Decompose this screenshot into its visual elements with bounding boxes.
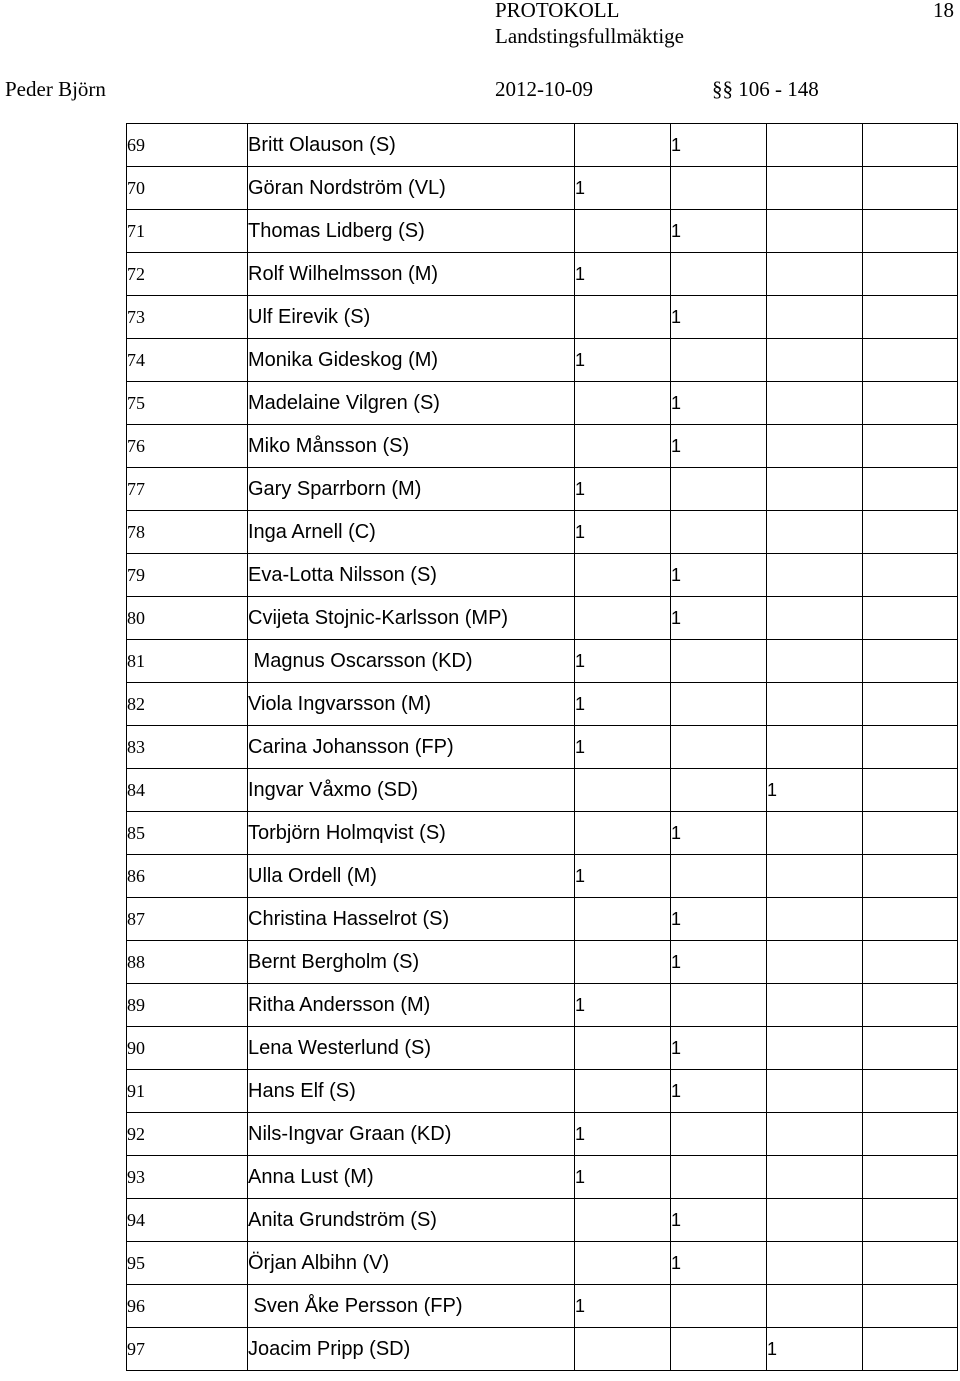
empty-cell xyxy=(863,1027,958,1070)
vote-cell: 1 xyxy=(575,984,671,1027)
vote-cell xyxy=(575,1070,671,1113)
vote-cell: 1 xyxy=(671,941,767,984)
member-number: 89 xyxy=(127,984,248,1027)
member-number: 84 xyxy=(127,769,248,812)
table-row xyxy=(127,683,958,726)
vote-cell: 1 xyxy=(671,554,767,597)
vote-cell xyxy=(575,382,671,425)
vote-cell: 1 xyxy=(575,726,671,769)
member-number: 75 xyxy=(127,382,248,425)
vote-cell: 1 xyxy=(671,812,767,855)
member-number: 70 xyxy=(127,167,248,210)
empty-cell xyxy=(863,1242,958,1285)
member-number: 72 xyxy=(127,253,248,296)
table-row xyxy=(127,769,958,812)
table-row xyxy=(127,1285,958,1328)
vote-cell: 1 xyxy=(671,425,767,468)
empty-cell xyxy=(863,554,958,597)
vote-cell: 1 xyxy=(767,769,863,812)
vote-cell xyxy=(671,1285,767,1328)
vote-cell xyxy=(767,296,863,339)
member-name: Ulf Eirevik (S) xyxy=(248,296,575,339)
vote-cell: 1 xyxy=(671,1199,767,1242)
vote-cell xyxy=(767,339,863,382)
member-number: 81 xyxy=(127,640,248,683)
vote-cell xyxy=(767,812,863,855)
vote-cell xyxy=(671,769,767,812)
table-row xyxy=(127,167,958,210)
table-row xyxy=(127,511,958,554)
vote-table-body xyxy=(127,124,958,1371)
table-row xyxy=(127,984,958,1027)
member-number: 96 xyxy=(127,1285,248,1328)
empty-cell xyxy=(863,296,958,339)
vote-cell xyxy=(671,683,767,726)
vote-cell xyxy=(767,941,863,984)
member-name: Örjan Albihn (V) xyxy=(248,1242,575,1285)
table-row xyxy=(127,1156,958,1199)
vote-cell: 1 xyxy=(671,124,767,167)
vote-cell: 1 xyxy=(671,382,767,425)
table-row xyxy=(127,253,958,296)
vote-cell: 1 xyxy=(575,1156,671,1199)
table-row xyxy=(127,812,958,855)
empty-cell xyxy=(863,855,958,898)
member-number: 92 xyxy=(127,1113,248,1156)
vote-cell xyxy=(671,855,767,898)
empty-cell xyxy=(863,1070,958,1113)
vote-cell: 1 xyxy=(575,683,671,726)
vote-cell: 1 xyxy=(575,468,671,511)
vote-cell xyxy=(575,769,671,812)
member-name: Nils-Ingvar Graan (KD) xyxy=(248,1113,575,1156)
vote-cell xyxy=(767,1242,863,1285)
vote-cell xyxy=(767,1113,863,1156)
empty-cell xyxy=(863,339,958,382)
vote-cell xyxy=(671,726,767,769)
empty-cell xyxy=(863,167,958,210)
table-row xyxy=(127,1027,958,1070)
member-number: 73 xyxy=(127,296,248,339)
member-number: 94 xyxy=(127,1199,248,1242)
empty-cell xyxy=(863,1156,958,1199)
empty-cell xyxy=(863,812,958,855)
vote-cell xyxy=(575,1328,671,1371)
vote-cell xyxy=(671,1156,767,1199)
member-number: 95 xyxy=(127,1242,248,1285)
vote-cell: 1 xyxy=(767,1328,863,1371)
member-number: 77 xyxy=(127,468,248,511)
member-number: 76 xyxy=(127,425,248,468)
member-number: 93 xyxy=(127,1156,248,1199)
vote-cell xyxy=(767,1027,863,1070)
member-name: Magnus Oscarsson (KD) xyxy=(248,640,575,683)
vote-cell: 1 xyxy=(671,898,767,941)
vote-cell xyxy=(767,425,863,468)
empty-cell xyxy=(863,1113,958,1156)
vote-cell xyxy=(767,1199,863,1242)
table-row xyxy=(127,855,958,898)
empty-cell xyxy=(863,769,958,812)
member-number: 82 xyxy=(127,683,248,726)
empty-cell xyxy=(863,382,958,425)
page-number: 18 xyxy=(933,0,954,22)
vote-cell xyxy=(767,1285,863,1328)
vote-cell xyxy=(575,941,671,984)
vote-cell xyxy=(575,554,671,597)
member-number: 79 xyxy=(127,554,248,597)
vote-cell: 1 xyxy=(575,855,671,898)
member-number: 80 xyxy=(127,597,248,640)
vote-cell xyxy=(767,898,863,941)
member-number: 88 xyxy=(127,941,248,984)
empty-cell xyxy=(863,683,958,726)
member-number: 90 xyxy=(127,1027,248,1070)
empty-cell xyxy=(863,726,958,769)
vote-cell xyxy=(767,726,863,769)
vote-cell xyxy=(671,167,767,210)
vote-cell: 1 xyxy=(575,1113,671,1156)
member-name: Lena Westerlund (S) xyxy=(248,1027,575,1070)
vote-table xyxy=(126,123,958,1371)
vote-cell: 1 xyxy=(671,1070,767,1113)
member-name: Göran Nordström (VL) xyxy=(248,167,575,210)
member-name: Ulla Ordell (M) xyxy=(248,855,575,898)
author-name: Peder Björn xyxy=(5,77,106,101)
vote-cell xyxy=(767,167,863,210)
vote-cell xyxy=(671,468,767,511)
table-row xyxy=(127,1199,958,1242)
member-name: Joacim Pripp (SD) xyxy=(248,1328,575,1371)
vote-cell xyxy=(767,253,863,296)
table-row xyxy=(127,941,958,984)
vote-cell xyxy=(575,1199,671,1242)
vote-cell xyxy=(671,253,767,296)
vote-cell xyxy=(671,511,767,554)
vote-cell: 1 xyxy=(671,1027,767,1070)
document-subtitle: Landstingsfullmäktige xyxy=(495,24,684,48)
member-number: 87 xyxy=(127,898,248,941)
vote-cell: 1 xyxy=(575,511,671,554)
member-number: 97 xyxy=(127,1328,248,1371)
vote-cell xyxy=(671,339,767,382)
empty-cell xyxy=(863,898,958,941)
vote-cell: 1 xyxy=(671,1242,767,1285)
member-name: Anita Grundström (S) xyxy=(248,1199,575,1242)
empty-cell xyxy=(863,468,958,511)
member-name: Ingvar Våxmo (SD) xyxy=(248,769,575,812)
empty-cell xyxy=(863,253,958,296)
vote-cell: 1 xyxy=(575,640,671,683)
empty-cell xyxy=(863,1199,958,1242)
member-number: 85 xyxy=(127,812,248,855)
vote-cell: 1 xyxy=(671,597,767,640)
vote-cell xyxy=(767,984,863,1027)
member-name: Gary Sparrborn (M) xyxy=(248,468,575,511)
member-name: Viola Ingvarsson (M) xyxy=(248,683,575,726)
table-row xyxy=(127,597,958,640)
empty-cell xyxy=(863,425,958,468)
vote-cell xyxy=(767,382,863,425)
table-row xyxy=(127,124,958,167)
member-name: Inga Arnell (C) xyxy=(248,511,575,554)
table-row xyxy=(127,1070,958,1113)
member-number: 71 xyxy=(127,210,248,253)
member-number: 86 xyxy=(127,855,248,898)
vote-cell xyxy=(767,597,863,640)
vote-cell xyxy=(767,855,863,898)
vote-cell: 1 xyxy=(575,339,671,382)
vote-cell xyxy=(575,296,671,339)
table-row xyxy=(127,210,958,253)
meeting-date: 2012-10-09 xyxy=(495,77,593,101)
empty-cell xyxy=(863,984,958,1027)
vote-cell xyxy=(767,554,863,597)
vote-cell xyxy=(767,640,863,683)
vote-cell xyxy=(767,1070,863,1113)
table-row xyxy=(127,554,958,597)
member-name: Bernt Bergholm (S) xyxy=(248,941,575,984)
member-number: 91 xyxy=(127,1070,248,1113)
vote-cell xyxy=(767,1156,863,1199)
vote-cell xyxy=(767,683,863,726)
member-name: Rolf Wilhelmsson (M) xyxy=(248,253,575,296)
member-name: Cvijeta Stojnic-Karlsson (MP) xyxy=(248,597,575,640)
vote-cell xyxy=(767,511,863,554)
vote-cell xyxy=(575,210,671,253)
vote-cell: 1 xyxy=(575,1285,671,1328)
vote-cell xyxy=(671,984,767,1027)
member-name: Thomas Lidberg (S) xyxy=(248,210,575,253)
table-row xyxy=(127,898,958,941)
member-number: 83 xyxy=(127,726,248,769)
vote-cell xyxy=(575,425,671,468)
vote-cell xyxy=(575,898,671,941)
vote-cell: 1 xyxy=(575,167,671,210)
empty-cell xyxy=(863,1328,958,1371)
member-name: Christina Hasselrot (S) xyxy=(248,898,575,941)
table-row xyxy=(127,425,958,468)
table-row xyxy=(127,339,958,382)
vote-cell xyxy=(671,640,767,683)
empty-cell xyxy=(863,124,958,167)
member-name: Torbjörn Holmqvist (S) xyxy=(248,812,575,855)
table-row xyxy=(127,726,958,769)
vote-cell xyxy=(767,210,863,253)
empty-cell xyxy=(863,597,958,640)
table-row xyxy=(127,468,958,511)
vote-cell xyxy=(767,468,863,511)
member-name: Sven Åke Persson (FP) xyxy=(248,1285,575,1328)
vote-cell xyxy=(767,124,863,167)
table-row xyxy=(127,1328,958,1371)
member-name: Eva-Lotta Nilsson (S) xyxy=(248,554,575,597)
member-number: 78 xyxy=(127,511,248,554)
vote-cell xyxy=(671,1113,767,1156)
empty-cell xyxy=(863,511,958,554)
member-name: Ritha Andersson (M) xyxy=(248,984,575,1027)
vote-cell xyxy=(575,597,671,640)
vote-cell xyxy=(575,1242,671,1285)
vote-cell: 1 xyxy=(671,296,767,339)
empty-cell xyxy=(863,640,958,683)
empty-cell xyxy=(863,941,958,984)
member-name: Monika Gideskog (M) xyxy=(248,339,575,382)
table-row xyxy=(127,296,958,339)
vote-cell xyxy=(575,124,671,167)
table-row xyxy=(127,1242,958,1285)
document-title: PROTOKOLL xyxy=(495,0,620,22)
vote-cell xyxy=(575,812,671,855)
member-name: Miko Månsson (S) xyxy=(248,425,575,468)
vote-cell xyxy=(671,1328,767,1371)
member-name: Hans Elf (S) xyxy=(248,1070,575,1113)
member-name: Anna Lust (M) xyxy=(248,1156,575,1199)
table-row xyxy=(127,1113,958,1156)
member-number: 74 xyxy=(127,339,248,382)
vote-cell: 1 xyxy=(575,253,671,296)
vote-cell xyxy=(575,1027,671,1070)
member-number: 69 xyxy=(127,124,248,167)
member-name: Britt Olauson (S) xyxy=(248,124,575,167)
table-row xyxy=(127,382,958,425)
table-row xyxy=(127,640,958,683)
paragraph-range: §§ 106 - 148 xyxy=(712,77,819,101)
vote-cell: 1 xyxy=(671,210,767,253)
member-name: Madelaine Vilgren (S) xyxy=(248,382,575,425)
empty-cell xyxy=(863,1285,958,1328)
member-name: Carina Johansson (FP) xyxy=(248,726,575,769)
empty-cell xyxy=(863,210,958,253)
